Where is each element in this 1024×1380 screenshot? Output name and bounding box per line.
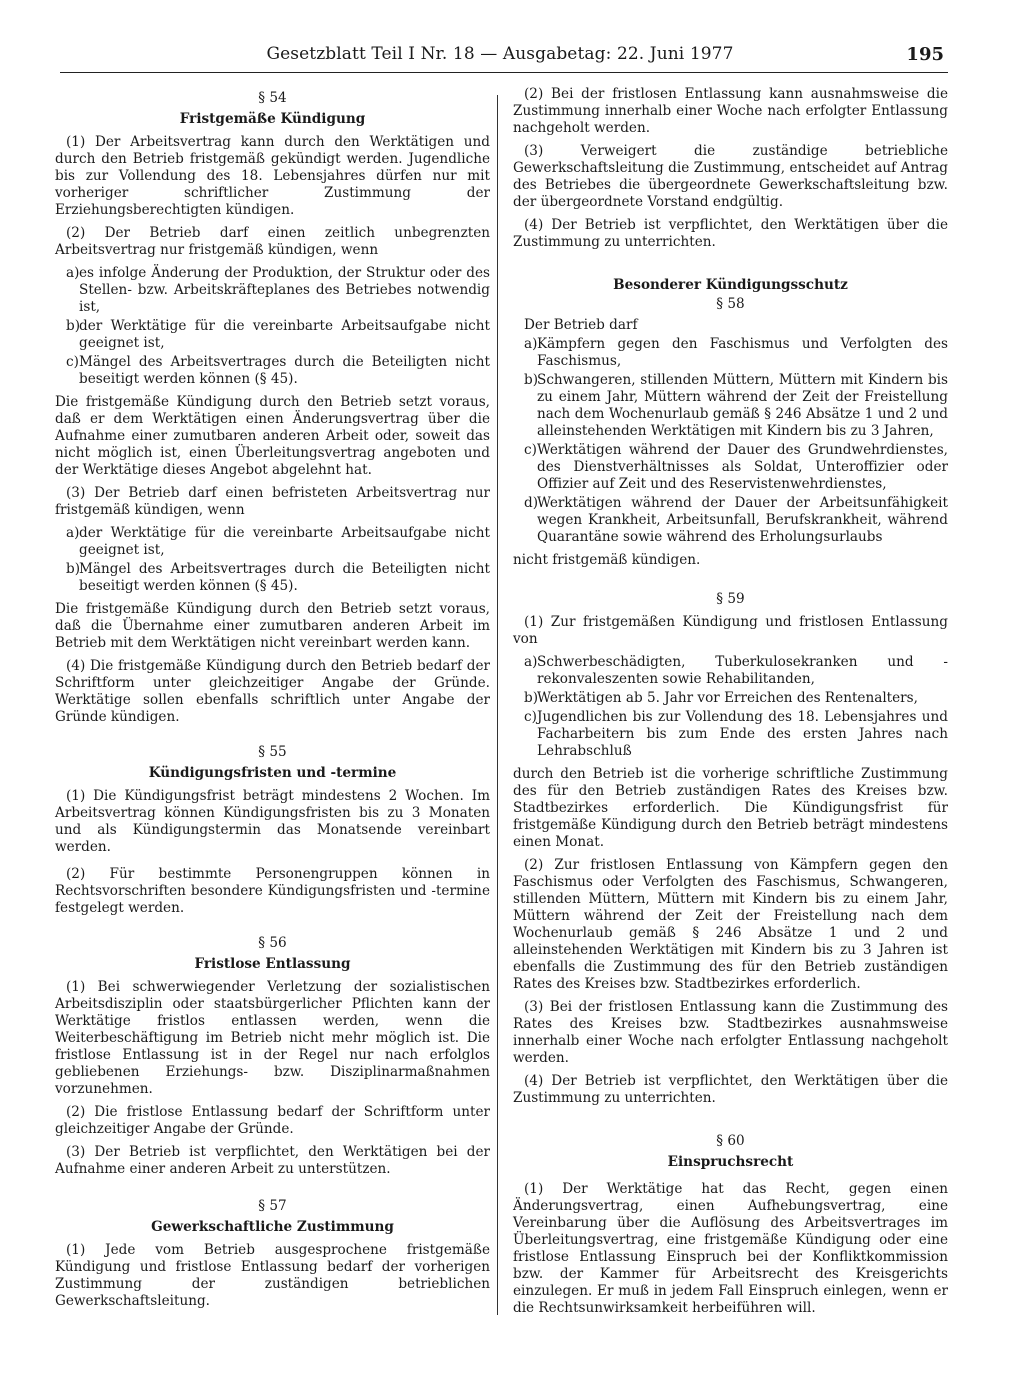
- enumeration: [513, 336, 948, 546]
- section-number: § 55: [258, 744, 287, 760]
- item-marker: b): [524, 372, 539, 388]
- paragraph: (2) Für bestimmte Personengruppen können in Rechtsvorschriften besondere Kündigungsfristen und -termine festgelegt werden.: [55, 866, 490, 916]
- paragraph: (4) Der Betrieb ist verpflichtet, den Werktätigen über die Zustimmung zu unterrichten.: [513, 217, 948, 250]
- paragraph: (2) Bei der fristlosen Entlassung kann ausnahmsweise die Zustimmung innerhalb einer Woche nach erfolgter Entlassung nachgeholt werden.: [513, 86, 948, 136]
- list-item: [513, 654, 948, 688]
- item-marker: a): [66, 265, 80, 281]
- section-title: Einspruchsrecht: [667, 1154, 794, 1170]
- item-marker: a): [66, 525, 80, 541]
- paragraph: (3) Der Betrieb darf einen befristeten Arbeitsvertrag nur fristgemäß kündigen, wenn: [55, 485, 490, 518]
- item-marker: a): [524, 336, 538, 352]
- paragraph: (1) Die Kündigungsfrist beträgt mindestens 2 Wochen. Im Arbeitsvertrag können Kündigungsfristen bis zu 3 Monaten und als Kündigungstermin das Monatsende vereinbart werden.: [55, 788, 490, 855]
- item-text: Mängel des Arbeitsvertrages durch die Beteiligten nicht beseitigt werden können (§ 45).: [79, 561, 490, 594]
- list-item: [55, 354, 490, 388]
- item-text: der Werktätige für die vereinbarte Arbeitsaufgabe nicht geeignet ist,: [79, 318, 490, 351]
- section-number: § 59: [716, 591, 745, 607]
- section-number: § 60: [716, 1133, 745, 1149]
- list-item: [513, 690, 948, 707]
- paragraph: (3) Bei der fristlosen Entlassung kann die Zustimmung des Rates des Kreises bzw. Stadtbezirkes ausnahmsweise innerhalb einer Woche nach erfolgter Entlassung nachgeholt werden.: [513, 999, 948, 1066]
- paragraph: (2) Die fristlose Entlassung bedarf der Schriftform unter gleichzeitiger Angabe der Gründe.: [55, 1104, 490, 1137]
- header-title: Gesetzblatt Teil I Nr. 18 — Ausgabetag: 22. Juni 1977: [266, 44, 734, 64]
- right-column: [513, 86, 948, 1323]
- header-rule: [60, 72, 948, 73]
- list-item: [513, 336, 948, 370]
- item-text: Werktätigen während der Dauer des Grundwehrdienstes, des Dienstverhältnisses als Soldat, Unteroffizier oder Offizier auf Zeit und des Reservistenwehrdienstes,: [537, 442, 948, 492]
- paragraph: (2) Zur fristlosen Entlassung von Kämpfern gegen den Faschismus oder Verfolgten des Faschismus, Schwangeren, stillenden Müttern, Müttern mit Kindern bis zu einem Jahr, Müttern während der Zeit der Freistellung nach dem Wochenurlaub gemäß § 246 Absätze 1 und 2 und alleinstehenden Werktätigen mit Kindern bis zu 3 Jahren ist ebenfalls die Zustimmung des für den Betrieb zuständigen Rates des Kreises bzw. Stadtbezirkes erforderlich.: [513, 857, 948, 992]
- paragraph: (1) Zur fristgemäßen Kündigung und fristlosen Entlassung von: [513, 614, 948, 647]
- list-item: [55, 525, 490, 559]
- item-text: Kämpfern gegen den Faschismus und Verfolgten des Faschismus,: [537, 336, 948, 369]
- paragraph: (3) Der Betrieb ist verpflichtet, den Werktätigen bei der Aufnahme einer anderen Arbeit zu unterstützen.: [55, 1144, 490, 1177]
- item-text: es infolge Änderung der Produktion, der Struktur oder des Stellen- bzw. Arbeitskräfteplanes des Betriebes notwendig ist,: [79, 265, 490, 315]
- paragraph: (3) Verweigert die zuständige betriebliche Gewerkschaftsleitung die Zustimmung, entscheidet auf Antrag des Betriebes die übergeordnete Gewerkschaftsleitung bzw. der übergeordnete Vorstand endgültig.: [513, 143, 948, 210]
- list-item: [513, 495, 948, 546]
- list-item: [513, 372, 948, 440]
- item-text: Schwerbeschädigten, Tuberkulosekranken und -rekonvaleszenten sowie Rehabilitanden,: [537, 654, 948, 687]
- page-number: 195: [906, 44, 944, 65]
- left-column: [55, 86, 490, 1316]
- list-item: [55, 265, 490, 316]
- paragraph: (2) Der Betrieb darf einen zeitlich unbegrenzten Arbeitsvertrag nur fristgemäß kündigen, wenn: [55, 225, 490, 258]
- item-marker: b): [66, 318, 81, 334]
- item-text: Werktätigen ab 5. Jahr vor Erreichen des Rentenalters,: [537, 690, 918, 706]
- column-divider: [497, 95, 498, 1315]
- item-text: Jugendlichen bis zur Vollendung des 18. Lebensjahres und Facharbeitern bis zum Ende des ersten Jahres nach Lehrabschluß: [537, 709, 948, 759]
- item-marker: b): [524, 690, 539, 706]
- item-marker: c): [524, 442, 537, 458]
- paragraph: (1) Der Arbeitsvertrag kann durch den Werktätigen und durch den Betrieb fristgemäß gekündigt werden. Jugendliche bis zur Vollendung des 18. Lebensjahres dürfen nur mit vorheriger schriftlicher Zustimmung der Erziehungsberechtigten kündigen.: [55, 134, 490, 218]
- paragraph: (4) Die fristgemäße Kündigung durch den Betrieb bedarf der Schriftform unter gleichzeitiger Angabe der Gründe. Werktätige sollen ebenfalls schriftlich unter Angabe der Gründe kündigen.: [55, 658, 490, 725]
- enumeration: [55, 525, 490, 595]
- paragraph: (1) Jede vom Betrieb ausgesprochene fristgemäße Kündigung und fristlose Entlassung bedarf der vorherigen Zustimmung der zuständigen betrieblichen Gewerkschaftsleitung.: [55, 1242, 490, 1309]
- section-number: § 58: [716, 296, 745, 312]
- item-marker: a): [524, 654, 538, 670]
- paragraph: (1) Der Werktätige hat das Recht, gegen einen Änderungsvertrag, einen Aufhebungsvertrag, eine Vereinbarung über die Auflösung des Arbeitsvertrages im Überleitungsvertrag, eine fristgemäße Kündigung oder eine fristlose Entlassung Einspruch bei der Konfliktkommission bzw. der Kammer für Arbeitsrecht des Kreisgerichts einzulegen. Er muß in jedem Fall Einspruch einlegen, wenn er die Rechtsunwirksamkeit herbeiführen will.: [513, 1181, 948, 1316]
- paragraph: durch den Betrieb ist die vorherige schriftliche Zustimmung des für den Betrieb zuständigen Rates des Kreises bzw. Stadtbezirkes erforderlich. Die Kündigungsfrist für fristgemäße Kündigung durch den Betrieb beträgt mindestens einen Monat.: [513, 766, 948, 850]
- section-title: Besonderer Kündigungsschutz: [613, 277, 848, 293]
- paragraph: Die fristgemäße Kündigung durch den Betrieb setzt voraus, daß die Übernahme einer zumutbaren anderen Arbeit im Betrieb mit dem Werktätigen nicht vereinbart werden kann.: [55, 601, 490, 651]
- list-item: [55, 318, 490, 352]
- section-title: Gewerkschaftliche Zustimmung: [151, 1219, 394, 1235]
- section-number: § 54: [258, 90, 287, 106]
- list-item: [55, 561, 490, 595]
- paragraph: Der Betrieb darf: [524, 317, 638, 333]
- item-marker: c): [66, 354, 79, 370]
- section-number: § 56: [258, 935, 287, 951]
- list-item: [513, 442, 948, 493]
- item-marker: c): [524, 709, 537, 725]
- item-text: Werktätigen während der Dauer der Arbeitsunfähigkeit wegen Krankheit, Arbeitsunfall, Berufskrankheit, während Quarantäne sowie während des Erholungsurlaubs: [537, 495, 948, 545]
- section-title: Fristlose Entlassung: [194, 956, 351, 972]
- section-title: Fristgemäße Kündigung: [179, 111, 366, 127]
- section-title: Kündigungsfristen und -termine: [148, 765, 397, 781]
- paragraph: nicht fristgemäß kündigen.: [513, 552, 701, 568]
- paragraph: (4) Der Betrieb ist verpflichtet, den Werktätigen über die Zustimmung zu unterrichten.: [513, 1073, 948, 1106]
- item-text: der Werktätige für die vereinbarte Arbeitsaufgabe nicht geeignet ist,: [79, 525, 490, 558]
- list-item: [513, 709, 948, 760]
- paragraph: Die fristgemäße Kündigung durch den Betrieb setzt voraus, daß er dem Werktätigen einen Änderungsvertrag über die Aufnahme einer zumutbaren anderen Arbeit oder, soweit das nicht möglich ist, einen Überleitungsvertrag angeboten und der Werktätige dieses Angebot abgelehnt hat.: [55, 394, 490, 478]
- enumeration: [513, 654, 948, 760]
- item-marker: d): [524, 495, 539, 511]
- paragraph: (1) Bei schwerwiegender Verletzung der sozialistischen Arbeitsdisziplin oder staatsbürgerlicher Pflichten kann der Werktätige fristlos entlassen werden, wenn die Weiterbeschäftigung im Betrieb nicht mehr möglich ist. Die fristlose Entlassung ist in der Regel nur nach erfolglos gebliebenen Erziehungs- bzw. Disziplinarmaßnahmen vorzunehmen.: [55, 979, 490, 1097]
- enumeration: [55, 265, 490, 388]
- section-number: § 57: [258, 1198, 287, 1214]
- item-text: Mängel des Arbeitsvertrages durch die Beteiligten nicht beseitigt werden können (§ 45).: [79, 354, 490, 387]
- item-marker: b): [66, 561, 81, 577]
- item-text: Schwangeren, stillenden Müttern, Müttern mit Kindern bis zu einem Jahr, Müttern während der Zeit der Freistellung nach dem Wochenurlaub gemäß § 246 Absätze 1 und 2 und alleinstehenden Werktätigen mit Kindern bis zu 3 Jahren,: [537, 372, 948, 439]
